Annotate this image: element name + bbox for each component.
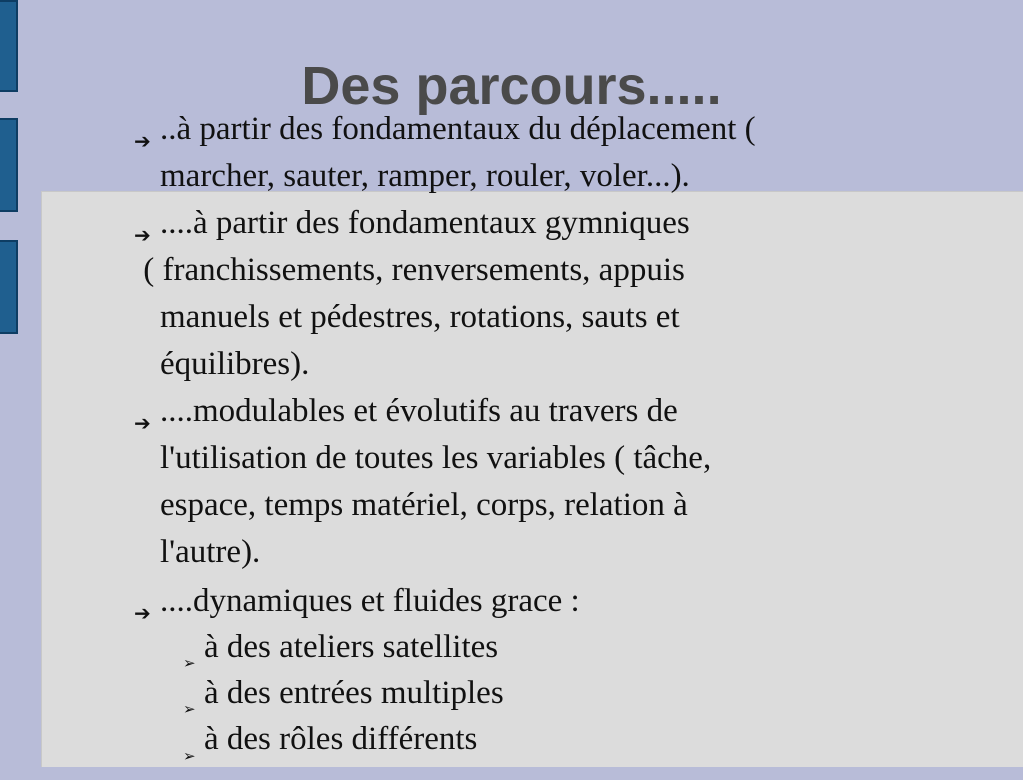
bullet-1-line-1: ..à partir des fondamentaux du déplacement (: [160, 111, 756, 147]
right-arrow-icon: ➔: [134, 411, 151, 435]
right-arrow-icon: ➔: [134, 129, 151, 153]
bullet-1-line-2: marcher, sauter, ramper, rouler, voler...).: [160, 158, 690, 194]
chevron-right-icon: ➢: [183, 747, 196, 765]
bullet-3-line-3: espace, temps matériel, corps, relation à: [160, 487, 688, 523]
slide-title: Des parcours.....: [301, 56, 722, 116]
bullet-3-line-1: ....modulables et évolutifs au travers de: [160, 393, 678, 429]
bullet-2-line-3: manuels et pédestres, rotations, sauts et: [160, 299, 680, 335]
sub-bullet-3: à des rôles différents: [204, 721, 478, 757]
bullet-3-line-4: l'autre).: [160, 534, 261, 570]
bullet-3-line-2: l'utilisation de toutes les variables ( tâche,: [160, 440, 712, 476]
bullet-4-line-1: ....dynamiques et fluides grace :: [160, 583, 580, 619]
bullet-2-line-1: ....à partir des fondamentaux gymniques: [160, 205, 690, 241]
right-arrow-icon: ➔: [134, 601, 151, 625]
bullet-2-line-4: équilibres).: [160, 346, 310, 382]
sub-bullet-1: à des ateliers satellites: [204, 629, 499, 665]
chevron-right-icon: ➢: [183, 700, 196, 718]
chevron-right-icon: ➢: [183, 654, 196, 672]
bullet-2-line-2: ( franchissements, renversements, appuis: [135, 252, 685, 288]
right-arrow-icon: ➔: [134, 223, 151, 247]
sub-bullet-2: à des entrées multiples: [204, 675, 504, 711]
